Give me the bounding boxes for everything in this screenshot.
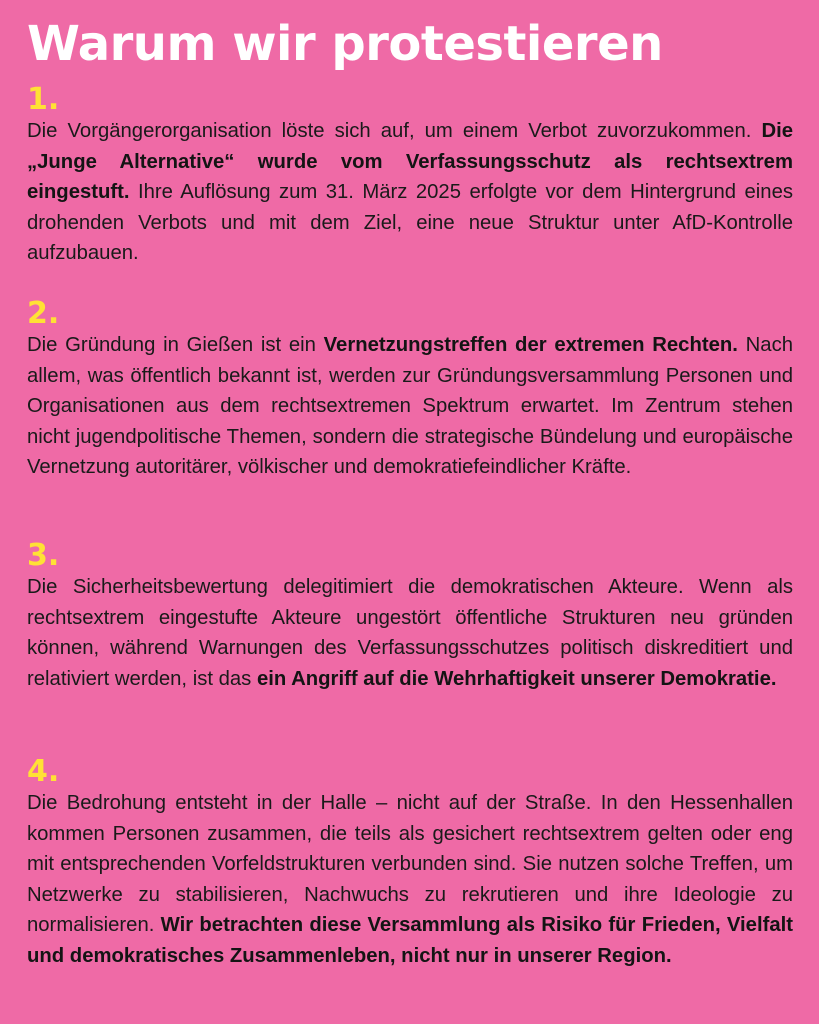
section-3	[27, 540, 793, 694]
paragraph-text: Nach allem, was öffentlich bekannt ist, werden zur Gründungsversammlung Personen und Organisationen aus dem rechtsextremen Spektrum erwartet. Im Zentrum stehen nicht jugendpolitische Themen, sondern die strategische Bündelung und europäische Vernetzung autoritärer, völkischer und demokratiefeindlicher Kräfte.	[27, 334, 793, 479]
paragraph-emphasis: Wir betrachten diese Versammlung als Risiko für Frieden, Vielfalt und demokratisches Zusammenleben, nicht nur in unserer Region.	[27, 914, 793, 967]
paragraph-emphasis: ein Angriff auf die Wehrhaftigkeit unserer Demokratie.	[256, 667, 777, 690]
section-number: 2.	[27, 296, 60, 331]
section-4	[27, 756, 793, 972]
page-title: Warum wir protestieren	[27, 16, 663, 72]
section-paragraph	[27, 788, 793, 972]
paragraph-emphasis: Vernetzungstreffen der extremen Rechten.	[323, 334, 738, 356]
paragraph-text: Ihre Auflösung zum 31. März 2025 erfolgte vor dem Hintergrund eines drohenden Verbots und mit dem Ziel, eine neue Struktur unter AfD-Kontrolle aufzubauen.	[27, 181, 793, 265]
section-1	[27, 84, 793, 269]
paragraph-text: Die Bedrohung entsteht in der Halle – nicht auf der Straße. In den Hessenhallen kommen Personen zusammen, die teils als gesichert rechtsextrem gelten oder eng mit entsprechenden Vorfeldstrukturen verbunden sind. Sie nutzen solche Treffen, um Netzwerke zu stabilisieren, Nachwuchs zu rekrutieren und ihre Ideologie zu normalisieren.	[27, 792, 793, 937]
paragraph-text: Die Gründung in Gießen ist ein	[27, 334, 324, 356]
paragraph-emphasis: Die „Junge Alternative“ wurde vom Verfassungsschutz als rechtsextrem eingestuft.	[27, 120, 793, 204]
section-paragraph	[27, 116, 793, 269]
section-number: 1.	[27, 82, 60, 117]
section-paragraph	[27, 330, 793, 483]
paragraph-text: Die Vorgängerorganisation löste sich auf, um einem Verbot zuvorzukommen.	[27, 120, 762, 142]
section-number: 4.	[27, 754, 60, 789]
paragraph-text: Die Sicherheitsbewertung delegitimiert die demokratischen Akteure. Wenn als rechtsextrem eingestufte Akteure ungestört öffentliche Strukturen neu gründen können, während Warnungen des Verfassungsschutzes politisch diskreditiert und relativiert werden, ist das	[27, 576, 793, 690]
section-number: 3.	[27, 538, 60, 573]
section-2	[27, 298, 793, 483]
section-paragraph	[27, 572, 793, 694]
